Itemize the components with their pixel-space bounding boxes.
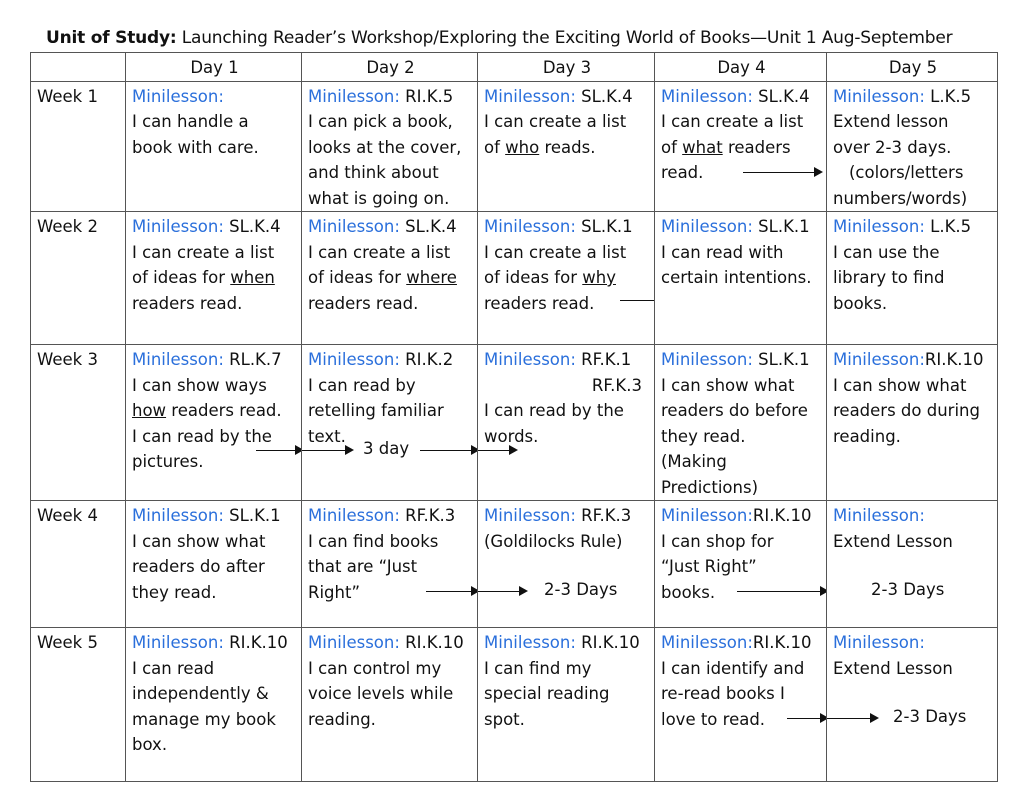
duration-note: 2-3 Days [893, 707, 967, 726]
standard-code: RF.K.3 [405, 506, 456, 525]
lesson-line: I can create a list [308, 242, 451, 262]
standard-code: RL.K.7 [229, 350, 282, 369]
minilesson-label: Minilesson: [132, 506, 224, 525]
continuation-arrow [787, 718, 827, 719]
lesson-line: how readers read. [132, 401, 282, 420]
lesson-line: they read. [132, 582, 217, 602]
week-label: Week 3 [31, 345, 126, 501]
duration-note: 2-3 Days [871, 580, 945, 599]
standard-code: SL.K.4 [758, 86, 810, 106]
lesson-cell [478, 501, 655, 628]
week-row [31, 501, 998, 628]
continuation-arrow [620, 300, 655, 301]
lesson-cell [302, 501, 478, 628]
lesson-line: of what readers [661, 137, 791, 157]
minilesson-label: Minilesson: [132, 350, 224, 369]
lesson-line: library to find [833, 268, 945, 287]
minilesson-label: Minilesson: [484, 506, 576, 525]
lesson-line: readers read. [484, 293, 595, 313]
lesson-cell [302, 345, 478, 501]
minilesson-label: Minilesson: [833, 86, 925, 106]
minilesson-label: Minilesson: [132, 217, 224, 236]
lesson-line: I can show what [132, 531, 266, 551]
lesson-line: reading. [308, 709, 376, 729]
lesson-line: they read. [661, 426, 746, 446]
standard-code: RI.K.10 [581, 633, 640, 652]
lesson-cell [126, 212, 302, 345]
standard-code: SL.K.4 [229, 217, 281, 236]
unit-title-text: Launching Reader’s Workshop/Exploring the Exciting World of Books—Unit 1 Aug-September [181, 28, 953, 48]
lesson-cell [655, 81, 827, 212]
minilesson-label: Minilesson: [833, 633, 925, 652]
continuation-arrow [478, 591, 526, 592]
lesson-line: I can read by the [484, 401, 624, 420]
lesson-line: of who reads. [484, 137, 596, 157]
lesson-line: “Just Right” [661, 557, 757, 576]
lesson-line: I can pick a book, [308, 112, 453, 131]
minilesson-label: Minilesson: [833, 506, 925, 525]
lesson-line: numbers/words) [833, 188, 968, 208]
lesson-line: readers read. [308, 293, 419, 313]
lesson-line: Predictions) [661, 477, 759, 497]
standard-code: SL.K.1 [758, 350, 810, 369]
minilesson-label: Minilesson: [308, 86, 400, 106]
minilesson-label: Minilesson: [833, 217, 925, 236]
continuation-arrow [426, 591, 478, 592]
standard-code: L.K.5 [930, 217, 972, 236]
lesson-cell [126, 81, 302, 212]
standard-code: SL.K.1 [229, 506, 281, 525]
lesson-cell [827, 628, 998, 782]
lesson-line: looks at the cover, [308, 137, 462, 157]
duration-note: 2-3 Days [544, 580, 618, 599]
lesson-cell [655, 501, 827, 628]
minilesson-label: Minilesson: [308, 217, 400, 236]
lesson-line: I can find my [484, 658, 592, 678]
continuation-arrow [256, 450, 302, 451]
lesson-line: voice levels while [308, 684, 454, 703]
lesson-line: I can create a list [661, 112, 804, 131]
lesson-line: of ideas for where [308, 268, 457, 287]
minilesson-label: Minilesson: [484, 633, 576, 652]
week-label: Week 4 [31, 501, 126, 628]
minilesson-label: Minilesson: [132, 86, 224, 106]
lesson-line: Extend lesson [833, 112, 949, 131]
lesson-line: re-read books I [661, 684, 785, 703]
lesson-line: Extend Lesson [833, 658, 953, 678]
standard-code: RI.K.10 [924, 350, 984, 369]
duration-note: 3 day [363, 439, 410, 458]
lesson-cell [126, 345, 302, 501]
unit-title-label: Unit of Study: [46, 28, 177, 48]
continuation-arrow [827, 718, 877, 719]
lesson-cell [126, 628, 302, 782]
lesson-line: I can show what [833, 375, 967, 395]
lesson-line: words. [484, 426, 539, 446]
lesson-line: readers do after [132, 557, 265, 576]
lesson-line: I can control my [308, 658, 442, 678]
lesson-line: (colors/letters [849, 163, 964, 182]
day-header: Day 1 [126, 53, 302, 82]
standard-code: SL.K.1 [758, 217, 810, 236]
standard-code: L.K.5 [930, 86, 972, 106]
standard-code: RI.K.2 [405, 350, 454, 369]
lesson-line: what is going on. [308, 188, 450, 208]
day-header: Day 3 [478, 53, 655, 82]
lesson-cell [478, 345, 655, 501]
lesson-line: manage my book [132, 709, 276, 729]
continuation-arrow [743, 172, 821, 173]
lesson-cell [302, 628, 478, 782]
lesson-line: readers do during [833, 401, 980, 420]
lesson-line: of ideas for when [132, 268, 275, 287]
week-row [31, 345, 998, 501]
lesson-cell [478, 212, 655, 345]
lesson-cell [655, 345, 827, 501]
lesson-line: I can read by the [132, 426, 272, 446]
week-label: Week 2 [31, 212, 126, 345]
lesson-line: pictures. [132, 452, 204, 471]
minilesson-label: Minilesson: [833, 350, 925, 369]
lesson-line: reading. [833, 426, 901, 446]
standard-code: SL.K.4 [405, 217, 457, 236]
standard-code: RF.K.3 [591, 375, 642, 395]
lesson-line: I can identify and [661, 658, 805, 678]
lesson-cell [302, 81, 478, 212]
lesson-line: readers read. [132, 293, 243, 313]
lesson-line: love to read. [661, 709, 766, 729]
lesson-cell [827, 345, 998, 501]
schedule-table [30, 52, 998, 782]
lesson-line: I can create a list [484, 242, 627, 262]
lesson-line: I can read [132, 658, 215, 678]
day-header: Day 2 [302, 53, 478, 82]
standard-code: RI.K.10 [752, 506, 812, 525]
minilesson-label: Minilesson: [661, 217, 753, 236]
minilesson-label: Minilesson: [661, 506, 753, 525]
lesson-line: special reading [484, 684, 610, 703]
lesson-line: I can read with [661, 242, 784, 262]
week-label: Week 1 [31, 81, 126, 212]
standard-code: RI.K.10 [752, 633, 812, 652]
lesson-cell [655, 628, 827, 782]
lesson-line: independently & [132, 684, 269, 703]
standard-code: RI.K.10 [405, 633, 464, 652]
day-header: Day 4 [655, 53, 827, 82]
lesson-line: Right” [308, 582, 360, 602]
lesson-line: (Goldilocks Rule) [484, 531, 623, 551]
minilesson-label: Minilesson: [308, 350, 400, 369]
lesson-line: books. [833, 293, 888, 313]
lesson-cell [655, 212, 827, 345]
lesson-line: I can create a list [484, 112, 627, 131]
day-header-row [31, 53, 998, 82]
minilesson-label: Minilesson: [484, 86, 576, 106]
minilesson-label: Minilesson: [661, 633, 753, 652]
lesson-line: I can use the [833, 242, 940, 262]
lesson-line: over 2-3 days. [833, 137, 952, 157]
minilesson-label: Minilesson: [661, 350, 753, 369]
lesson-cell [827, 212, 998, 345]
continuation-arrow [478, 450, 516, 451]
minilesson-label: Minilesson: [484, 350, 576, 369]
lesson-line: Extend Lesson [833, 531, 953, 551]
minilesson-label: Minilesson: [132, 633, 224, 652]
lesson-line: and think about [308, 163, 439, 182]
corner-cell [31, 53, 126, 82]
lesson-line: that are “Just [308, 557, 418, 576]
standard-code: RF.K.1 [581, 350, 632, 369]
lesson-line: I can shop for [661, 531, 774, 551]
lesson-line: I can create a list [132, 242, 275, 262]
minilesson-label: Minilesson: [308, 506, 400, 525]
lesson-cell [827, 81, 998, 212]
minilesson-label: Minilesson: [661, 86, 753, 106]
standard-code: RF.K.3 [581, 506, 632, 525]
continuation-arrow [737, 591, 827, 592]
lesson-cell [478, 81, 655, 212]
week-row [31, 212, 998, 345]
minilesson-label: Minilesson: [484, 217, 576, 236]
lesson-line: I can show what [661, 375, 795, 395]
lesson-line: (Making [661, 452, 727, 471]
lesson-line: I can read by [308, 375, 416, 395]
lesson-cell [126, 501, 302, 628]
lesson-cell [302, 212, 478, 345]
day-header: Day 5 [827, 53, 998, 82]
continuation-arrow [302, 450, 352, 451]
lesson-cell [827, 501, 998, 628]
lesson-line: text. [308, 426, 346, 446]
lesson-line: spot. [484, 709, 525, 729]
standard-code: RI.K.10 [229, 633, 288, 652]
standard-code: RI.K.5 [405, 86, 454, 106]
lesson-line: I can show ways [132, 375, 267, 395]
standard-code: SL.K.1 [581, 217, 633, 236]
lesson-line: books. [661, 582, 716, 602]
unit-title [46, 28, 952, 48]
lesson-line: of ideas for why [484, 268, 616, 287]
lesson-cell [478, 628, 655, 782]
lesson-line: retelling familiar [308, 401, 444, 420]
lesson-line: book with care. [132, 137, 259, 157]
lesson-line: I can handle a [132, 112, 249, 131]
week-row [31, 81, 998, 212]
continuation-arrow [420, 450, 478, 451]
week-row [31, 628, 998, 782]
lesson-line: read. [661, 163, 704, 182]
minilesson-label: Minilesson: [308, 633, 400, 652]
lesson-line: readers do before [661, 401, 808, 420]
lesson-line: certain intentions. [661, 268, 812, 287]
lesson-line: I can find books [308, 531, 439, 551]
week-label: Week 5 [31, 628, 126, 782]
lesson-line: box. [132, 735, 168, 754]
standard-code: SL.K.4 [581, 86, 633, 106]
